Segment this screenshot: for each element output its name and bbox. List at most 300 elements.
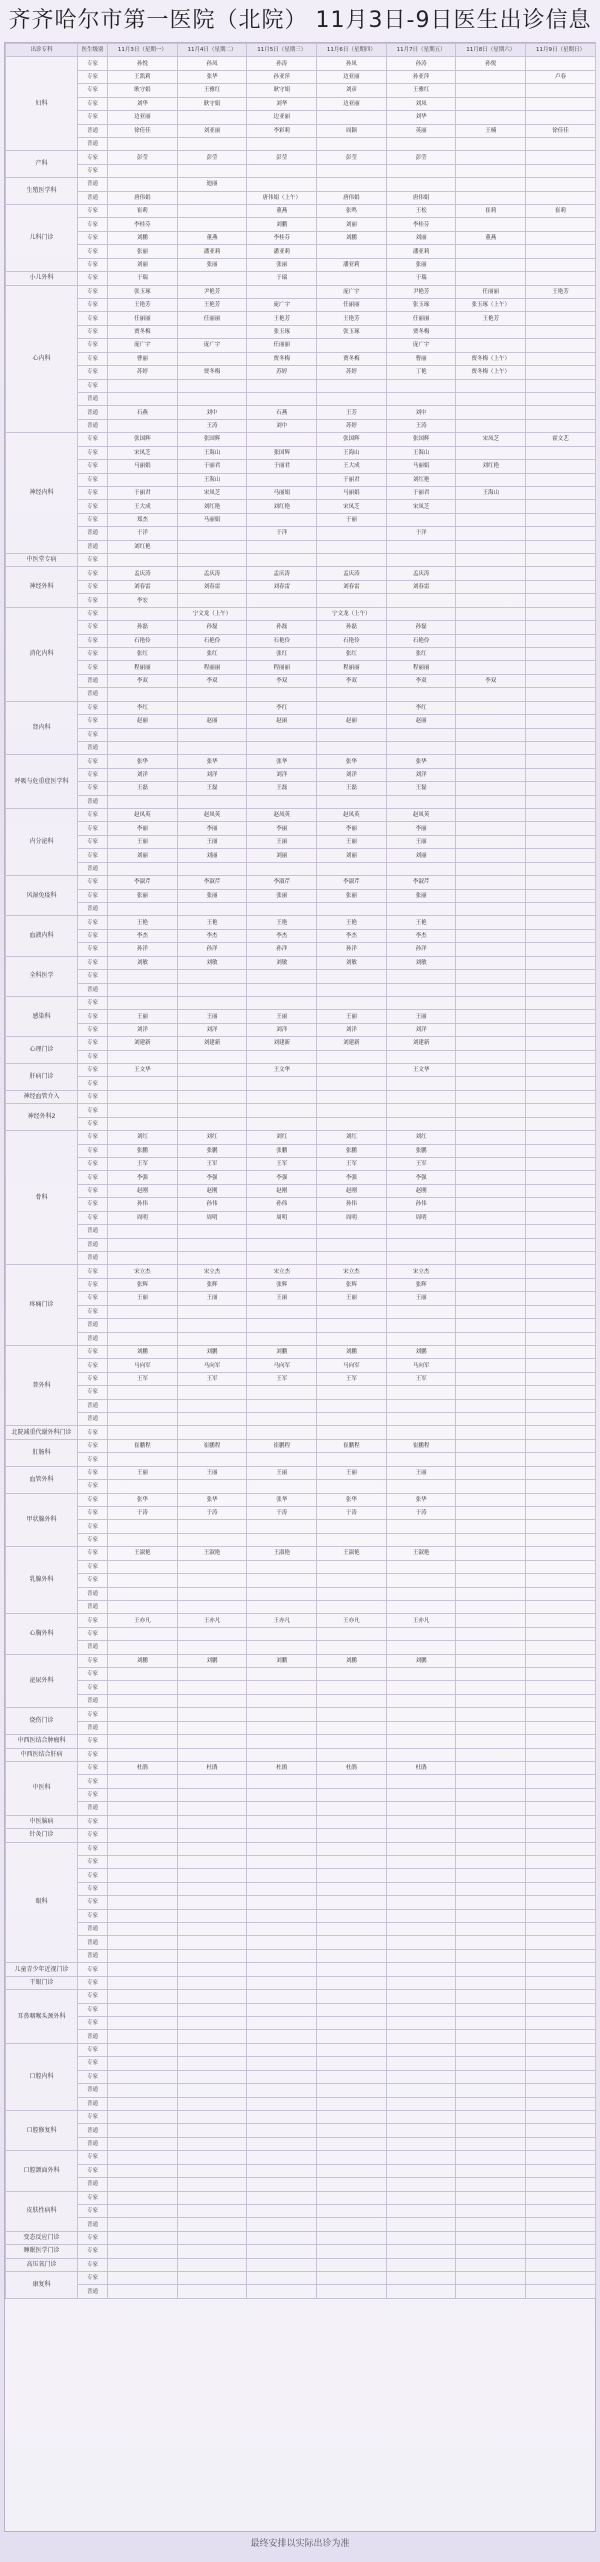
doctor-cell: 王艳 (247, 916, 317, 929)
table-row (6, 339, 596, 352)
table-row (6, 1265, 596, 1278)
doctor-cell (526, 1265, 596, 1278)
doctor-cell (526, 782, 596, 795)
doctor-cell: 孙洋 (108, 943, 178, 956)
department-name: 儿科门诊 (6, 205, 78, 272)
doctor-cell: 于涛 (386, 1506, 456, 1519)
doctor-cell (456, 2204, 526, 2217)
doctor-cell (317, 540, 387, 553)
doctor-cell (526, 1762, 596, 1775)
doctor-cell: 刘丽 (317, 849, 387, 862)
doctor-cell (177, 1426, 247, 1439)
doctor-cell (108, 1104, 178, 1117)
doctor-cell (317, 1694, 387, 1707)
doctor-cell (526, 2191, 596, 2204)
doctor-cell (317, 1453, 387, 1466)
doctor-cell (317, 2272, 387, 2285)
doctor-level: 普通 (78, 1587, 108, 1600)
doctor-cell: 王丽 (108, 835, 178, 848)
doctor-cell (526, 2285, 596, 2298)
doctor-cell (177, 1480, 247, 1493)
doctor-cell: 张丽 (247, 258, 317, 271)
doctor-cell (456, 728, 526, 741)
table-row (6, 272, 596, 285)
doctor-cell (456, 1721, 526, 1734)
doctor-cell: 刘春雷 (317, 580, 387, 593)
department-name: 小儿外科 (6, 272, 78, 285)
doctor-cell: 潘亚莉 (317, 258, 387, 271)
doctor-cell (317, 1104, 387, 1117)
doctor-cell (317, 379, 387, 392)
doctor-level: 普通 (78, 1413, 108, 1426)
doctor-cell (108, 1480, 178, 1493)
doctor-cell: 刘华 (108, 97, 178, 110)
doctor-cell (526, 2017, 596, 2030)
doctor-cell (526, 178, 596, 191)
doctor-level: 专家 (78, 1171, 108, 1184)
doctor-level: 普通 (78, 2084, 108, 2097)
doctor-cell: 王淑艳 (317, 1547, 387, 1560)
doctor-cell: 张华 (317, 1493, 387, 1506)
doctor-cell (317, 2137, 387, 2150)
doctor-cell (177, 191, 247, 204)
doctor-cell (317, 245, 387, 258)
doctor-cell (526, 688, 596, 701)
doctor-cell: 李杰 (386, 929, 456, 942)
doctor-cell: 刘丽 (177, 849, 247, 862)
doctor-cell: 刘丽 (247, 849, 317, 862)
doctor-cell (456, 1104, 526, 1117)
doctor-cell (526, 1963, 596, 1976)
table-row (6, 956, 596, 969)
doctor-cell (456, 795, 526, 808)
doctor-cell: 崔莉 (526, 205, 596, 218)
doctor-cell: 孙磊 (247, 621, 317, 634)
doctor-cell (456, 84, 526, 97)
doctor-cell: 孙亚萍 (247, 70, 317, 83)
doctor-cell (386, 1681, 456, 1694)
doctor-cell (177, 1668, 247, 1681)
table-row (6, 1587, 596, 1600)
doctor-cell: 刘建新 (247, 1037, 317, 1050)
doctor-level: 专家 (78, 1909, 108, 1922)
doctor-cell: 宋凤芝 (386, 500, 456, 513)
doctor-cell: 彭莹 (247, 151, 317, 164)
doctor-cell (177, 1882, 247, 1895)
table-row (6, 1681, 596, 1694)
doctor-cell: 张辉 (108, 1278, 178, 1291)
doctor-cell (526, 849, 596, 862)
doctor-cell (386, 1560, 456, 1573)
doctor-cell (247, 1251, 317, 1264)
doctor-cell: 王丽 (317, 1292, 387, 1305)
doctor-cell: 王军 (177, 1372, 247, 1385)
doctor-level: 普通 (78, 1694, 108, 1707)
doctor-cell (247, 1748, 317, 1761)
table-row (6, 2124, 596, 2137)
table-row (6, 325, 596, 338)
table-row (6, 446, 596, 459)
column-header: 11月5日（星期三） (247, 44, 317, 57)
table-row (6, 1842, 596, 1855)
doctor-cell (317, 1668, 387, 1681)
doctor-cell: 王艳芳 (177, 299, 247, 312)
doctor-cell (317, 1976, 387, 1989)
doctor-cell (526, 1842, 596, 1855)
doctor-cell: 于丽君 (177, 460, 247, 473)
doctor-cell: 刘鹏 (247, 1654, 317, 1667)
department-name: 甲状腺外科 (6, 1493, 78, 1547)
doctor-cell (526, 2097, 596, 2110)
doctor-cell: 赵凤英 (108, 809, 178, 822)
doctor-cell (317, 554, 387, 567)
doctor-level: 专家 (78, 1708, 108, 1721)
table-row (6, 1144, 596, 1157)
doctor-cell (177, 1332, 247, 1345)
doctor-cell: 宁文龙（上午） (317, 607, 387, 620)
doctor-cell: 王海山 (317, 446, 387, 459)
department-name: 烧伤门诊 (6, 1708, 78, 1735)
doctor-cell (247, 1453, 317, 1466)
doctor-cell: 石燕 (247, 406, 317, 419)
doctor-cell (526, 1453, 596, 1466)
doctor-level: 普通 (78, 1949, 108, 1962)
doctor-cell: 耿守娟 (177, 97, 247, 110)
doctor-cell (177, 1936, 247, 1949)
doctor-cell (317, 1842, 387, 1855)
doctor-cell (317, 795, 387, 808)
table-row (6, 2110, 596, 2123)
doctor-cell (247, 741, 317, 754)
doctor-cell: 崔鹏程 (108, 1439, 178, 1452)
doctor-cell (177, 1090, 247, 1103)
doctor-cell (386, 1117, 456, 1130)
doctor-cell: 王磊 (177, 782, 247, 795)
department-name: 乳腺外科 (6, 1547, 78, 1614)
doctor-cell: 耿守娟 (247, 84, 317, 97)
doctor-cell (456, 1117, 526, 1130)
doctor-cell (177, 2164, 247, 2177)
doctor-level: 普通 (78, 2137, 108, 2150)
doctor-level: 专家 (78, 339, 108, 352)
department-name: 儿童青少年近视门诊 (6, 1963, 78, 1976)
department-name: 普外科 (6, 1345, 78, 1426)
doctor-level: 专家 (78, 2151, 108, 2164)
doctor-cell (456, 1050, 526, 1063)
table-row (6, 1815, 596, 1828)
doctor-cell: 张玉琢 (247, 325, 317, 338)
doctor-cell (247, 2151, 317, 2164)
doctor-cell (386, 1721, 456, 1734)
doctor-cell (456, 164, 526, 177)
table-row (6, 1319, 596, 1332)
doctor-cell (456, 2137, 526, 2150)
doctor-cell (247, 2017, 317, 2030)
doctor-level: 普通 (78, 124, 108, 137)
doctor-cell: 丁艳 (386, 366, 456, 379)
doctor-level: 普通 (78, 191, 108, 204)
table-row (6, 1882, 596, 1895)
doctor-cell (247, 433, 317, 446)
doctor-cell (177, 1413, 247, 1426)
doctor-cell (386, 1735, 456, 1748)
doctor-cell (456, 1748, 526, 1761)
department-name: 变态反应门诊 (6, 2231, 78, 2244)
doctor-cell (456, 1131, 526, 1144)
table-row (6, 1225, 596, 1238)
table-row (6, 406, 596, 419)
doctor-cell: 孙悦 (108, 57, 178, 70)
doctor-level: 专家 (78, 1453, 108, 1466)
doctor-cell: 王艳 (386, 916, 456, 929)
doctor-cell (456, 1144, 526, 1157)
doctor-cell (456, 929, 526, 942)
doctor-cell (386, 1708, 456, 1721)
doctor-cell (317, 1775, 387, 1788)
table-row (6, 486, 596, 499)
doctor-cell: 李丽 (386, 822, 456, 835)
doctor-cell: 边亚丽 (317, 97, 387, 110)
doctor-cell (456, 903, 526, 916)
doctor-cell (247, 1708, 317, 1721)
doctor-cell (108, 795, 178, 808)
schedule-body (6, 57, 596, 2298)
doctor-cell (526, 889, 596, 902)
doctor-cell (526, 876, 596, 889)
doctor-level: 普通 (78, 406, 108, 419)
doctor-cell (386, 1949, 456, 1962)
doctor-cell: 赵凤英 (386, 809, 456, 822)
doctor-cell (247, 1627, 317, 1640)
doctor-cell: 赵丽 (177, 715, 247, 728)
doctor-cell (247, 2084, 317, 2097)
doctor-cell (526, 1493, 596, 1506)
doctor-cell (108, 2137, 178, 2150)
doctor-cell (526, 1439, 596, 1452)
doctor-cell: 王丽 (177, 1292, 247, 1305)
table-row (6, 191, 596, 204)
doctor-cell: 王海山 (386, 446, 456, 459)
doctor-cell (317, 1869, 387, 1882)
doctor-cell (386, 554, 456, 567)
doctor-level: 普通 (78, 1641, 108, 1654)
department-name: 血液内科 (6, 916, 78, 956)
doctor-cell: 孙磊 (177, 621, 247, 634)
doctor-cell (317, 1050, 387, 1063)
doctor-cell: 王文华 (386, 1064, 456, 1077)
doctor-cell (177, 1641, 247, 1654)
doctor-cell (108, 554, 178, 567)
doctor-cell (108, 1829, 178, 1842)
doctor-cell (526, 1829, 596, 1842)
doctor-cell (177, 1963, 247, 1976)
column-header: 11月4日（星期二） (177, 44, 247, 57)
doctor-cell: 于洋 (108, 527, 178, 540)
doctor-cell (456, 1319, 526, 1332)
doctor-cell (456, 768, 526, 781)
table-row (6, 312, 596, 325)
table-row (6, 1909, 596, 1922)
doctor-cell (317, 1587, 387, 1600)
doctor-cell (108, 392, 178, 405)
doctor-cell (317, 2003, 387, 2016)
doctor-cell (456, 1694, 526, 1707)
doctor-cell (526, 768, 596, 781)
doctor-cell (247, 2218, 317, 2231)
doctor-level: 专家 (78, 486, 108, 499)
doctor-cell (317, 2245, 387, 2258)
doctor-cell (456, 809, 526, 822)
doctor-cell (526, 460, 596, 473)
doctor-cell (456, 1064, 526, 1077)
table-row (6, 1855, 596, 1868)
doctor-level: 专家 (78, 889, 108, 902)
doctor-cell (526, 500, 596, 513)
doctor-cell (456, 1896, 526, 1909)
doctor-cell (317, 1681, 387, 1694)
doctor-cell (177, 2178, 247, 2191)
doctor-cell (317, 1520, 387, 1533)
doctor-cell (526, 2003, 596, 2016)
doctor-cell (247, 1949, 317, 1962)
doctor-cell (108, 1668, 178, 1681)
doctor-cell (177, 352, 247, 365)
doctor-level: 专家 (78, 1104, 108, 1117)
table-row (6, 111, 596, 124)
doctor-cell (177, 2084, 247, 2097)
doctor-cell (108, 1386, 178, 1399)
doctor-level: 普通 (78, 688, 108, 701)
doctor-cell (108, 903, 178, 916)
doctor-cell: 宋立杰 (386, 1265, 456, 1278)
doctor-cell: 宋立杰 (317, 1265, 387, 1278)
doctor-cell (108, 2285, 178, 2298)
doctor-cell: 马丽娟 (177, 513, 247, 526)
doctor-cell (386, 1574, 456, 1587)
table-row (6, 2030, 596, 2043)
doctor-level: 专家 (78, 1439, 108, 1452)
doctor-cell (247, 285, 317, 298)
table-row (6, 1641, 596, 1654)
doctor-level: 专家 (78, 1627, 108, 1640)
doctor-cell: 张辉 (247, 1278, 317, 1291)
table-row (6, 1600, 596, 1613)
doctor-cell (317, 1963, 387, 1976)
doctor-level: 专家 (78, 1372, 108, 1385)
table-row (6, 1466, 596, 1479)
doctor-cell: 于涛 (317, 1506, 387, 1519)
doctor-cell (177, 970, 247, 983)
table-row (6, 1533, 596, 1546)
table-row (6, 2097, 596, 2110)
doctor-cell: 张玉琢 (317, 325, 387, 338)
doctor-cell: 宋立杰 (247, 1265, 317, 1278)
doctor-cell: 于瑞 (108, 272, 178, 285)
doctor-cell (108, 2258, 178, 2271)
doctor-cell: 刘洋 (177, 1023, 247, 1036)
doctor-cell (526, 1466, 596, 1479)
table-row (6, 1117, 596, 1130)
doctor-cell (177, 1453, 247, 1466)
doctor-cell (386, 1748, 456, 1761)
doctor-cell: 石艳伶 (177, 634, 247, 647)
department-name: 呼吸与危重症医学科 (6, 755, 78, 809)
doctor-cell (386, 1829, 456, 1842)
doctor-level: 专家 (78, 728, 108, 741)
doctor-cell (526, 1627, 596, 1640)
doctor-cell: 孟庆涛 (386, 567, 456, 580)
table-row (6, 1278, 596, 1291)
doctor-cell (177, 2003, 247, 2016)
doctor-level: 专家 (78, 647, 108, 660)
doctor-cell (526, 1923, 596, 1936)
doctor-cell (177, 2285, 247, 2298)
doctor-cell (317, 1815, 387, 1828)
doctor-cell (526, 1211, 596, 1224)
doctor-cell (526, 1305, 596, 1318)
column-header: 11月6日（星期四） (317, 44, 387, 57)
doctor-cell: 刘红 (247, 1131, 317, 1144)
table-row (6, 688, 596, 701)
doctor-cell (247, 1694, 317, 1707)
department-name: 风湿免疫科 (6, 876, 78, 916)
doctor-cell (177, 1896, 247, 1909)
doctor-level: 专家 (78, 607, 108, 620)
doctor-cell (456, 715, 526, 728)
doctor-cell (456, 741, 526, 754)
doctor-cell (177, 392, 247, 405)
doctor-cell (526, 809, 596, 822)
doctor-cell (386, 2231, 456, 2244)
doctor-cell: 刘洋 (317, 768, 387, 781)
doctor-cell (526, 1117, 596, 1130)
doctor-cell (456, 1386, 526, 1399)
doctor-cell (177, 1909, 247, 1922)
doctor-cell: 王松 (386, 205, 456, 218)
doctor-cell (177, 1990, 247, 2003)
doctor-level: 专家 (78, 57, 108, 70)
doctor-level: 专家 (78, 1963, 108, 1976)
doctor-cell: 王文华 (247, 1064, 317, 1077)
doctor-cell (386, 392, 456, 405)
doctor-cell (456, 2218, 526, 2231)
doctor-level: 专家 (78, 1265, 108, 1278)
doctor-cell (456, 2097, 526, 2110)
doctor-cell: 宁文龙（上午） (177, 607, 247, 620)
doctor-level: 专家 (78, 2017, 108, 2030)
doctor-cell (526, 862, 596, 875)
doctor-cell (456, 258, 526, 271)
doctor-level: 专家 (78, 876, 108, 889)
doctor-cell: 张华 (317, 755, 387, 768)
doctor-cell: 贾冬梅（上午） (456, 366, 526, 379)
doctor-cell (247, 1963, 317, 1976)
doctor-cell (247, 164, 317, 177)
doctor-cell (456, 1010, 526, 1023)
department-name: 中医科 (6, 1762, 78, 1816)
doctor-cell: 于丽君 (386, 486, 456, 499)
doctor-cell: 王艳 (317, 916, 387, 929)
doctor-cell (526, 1332, 596, 1345)
doctor-cell (177, 2151, 247, 2164)
doctor-cell (317, 2070, 387, 2083)
doctor-cell (177, 1815, 247, 1828)
doctor-cell: 李丽 (317, 822, 387, 835)
doctor-cell: 马丽娟 (317, 486, 387, 499)
doctor-cell (526, 540, 596, 553)
doctor-cell: 石燕 (108, 406, 178, 419)
doctor-cell (526, 1681, 596, 1694)
